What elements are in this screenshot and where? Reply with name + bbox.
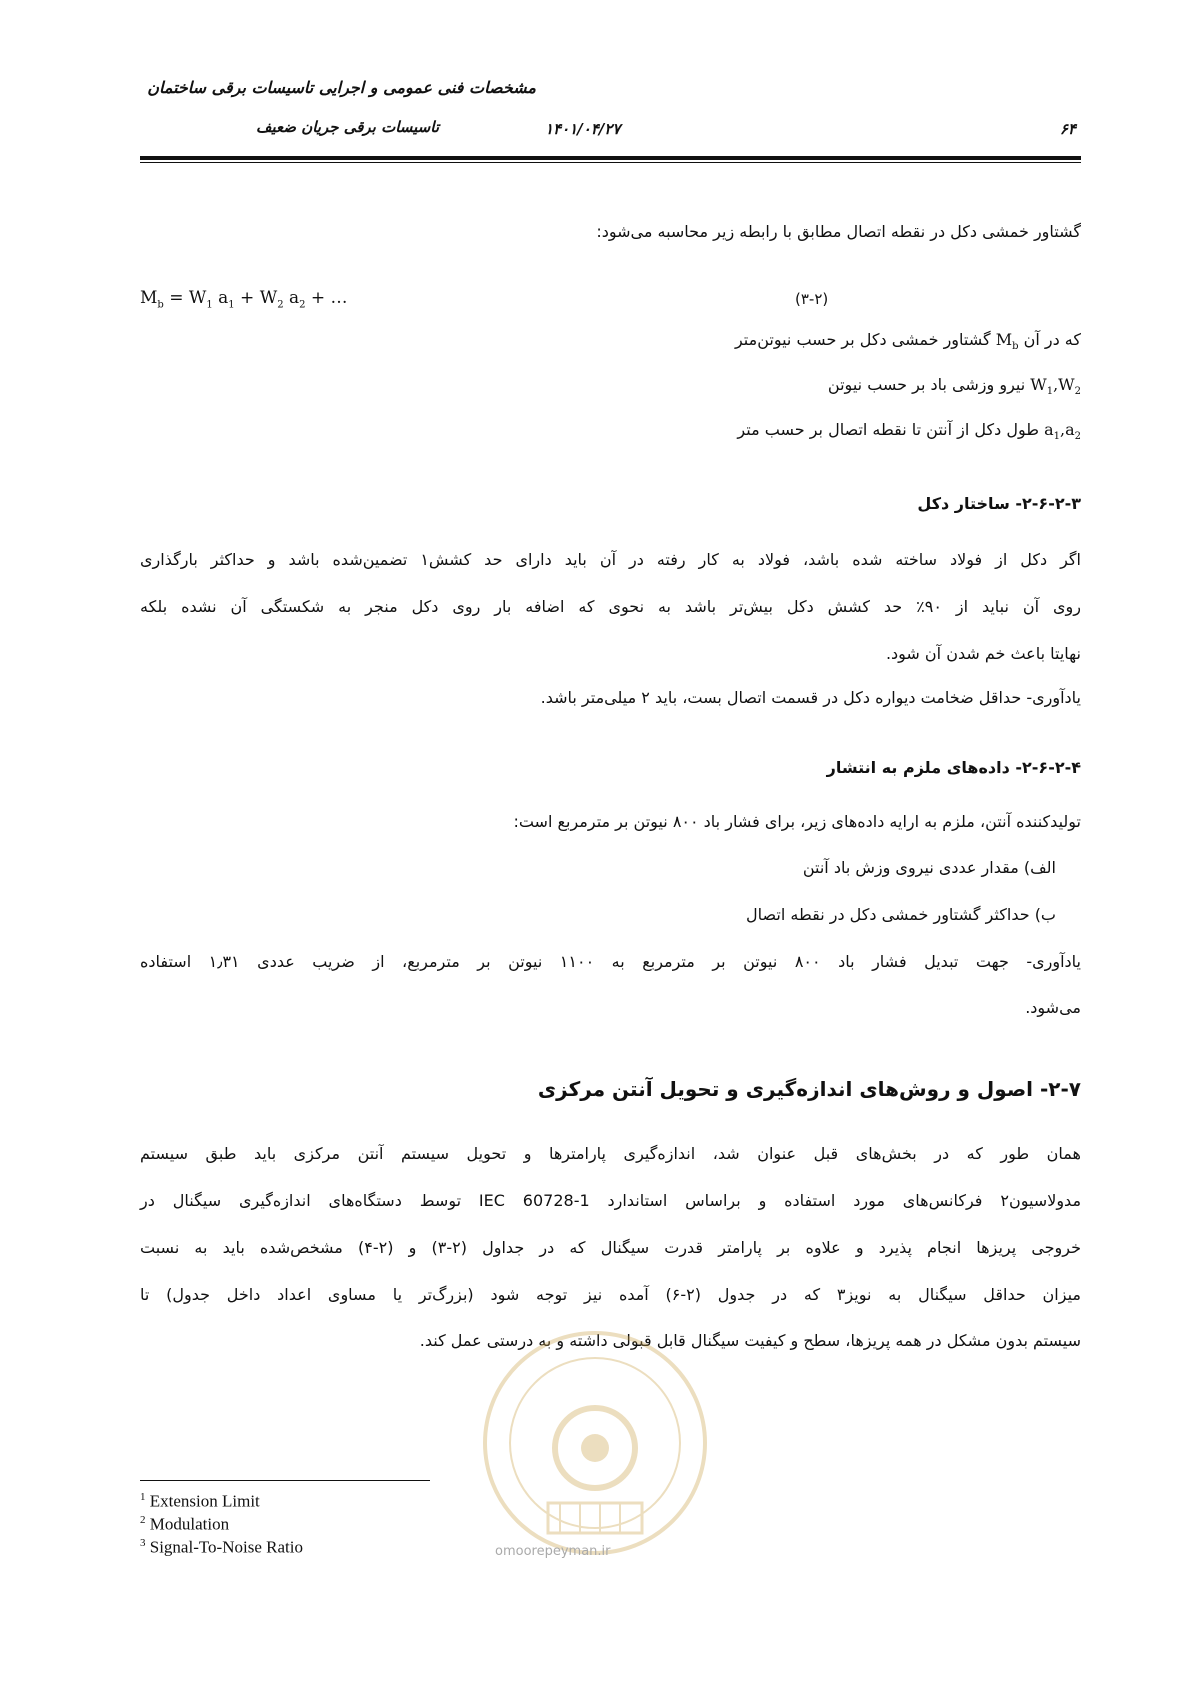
- header-rule-thick: [140, 156, 1081, 160]
- paragraph-line: سیستم بدون مشکل در همه پریزها، سطح و کیفیت سیگنال قابل قبولی داشته و به درستی عمل کند.: [419, 1331, 1081, 1350]
- list-item: الف) مقدار عددی نیروی وزش باد آنتن: [802, 858, 1056, 877]
- list-item: ب) حداکثر گشتاور خمشی دکل در نقطه اتصال: [746, 905, 1056, 924]
- section-heading-mast-structure: ۲-۶-۲-۳- ساختار دکل: [917, 494, 1081, 513]
- note: یادآوری- حداقل ضخامت دیواره دکل در قسمت اتصال بست، باید ۲ میلی‌متر باشد.: [540, 688, 1081, 707]
- footnote-text: Modulation: [149, 1514, 230, 1534]
- paragraph-line: نهایتا باعث خم شدن آن شود.: [885, 644, 1081, 663]
- paragraph-line: مدولاسیون۲ فرکانس‌های مورد استفاده و براساس استاندارد IEC 60728-1 توسط دستگاه‌های اندازه‌گیری سیگنال در: [140, 1191, 1082, 1210]
- formula-number: (۳-۲): [795, 290, 829, 308]
- header-date: ۱۴۰۱/۰۴/۲۷: [545, 120, 621, 138]
- definition-a: $a_1,a_2$ طول دکل از آنتن تا نقطه اتصال بر حسب متر: [737, 420, 1081, 443]
- section-heading-published-data: ۲-۶-۲-۴- داده‌های ملزم به انتشار: [826, 758, 1081, 777]
- header-subtitle: تاسیسات برقی جریان ضعیف: [255, 118, 439, 136]
- footnote-text: Extension Limit: [149, 1491, 260, 1511]
- paragraph-line: همان طور که در بخش‌های قبل عنوان شد، اندازه‌گیری پارامترها و تحویل سیستم آنتن مرکزی باید طبق سیستم: [140, 1144, 1081, 1163]
- intro-paragraph: گشتاور خمشی دکل در نقطه اتصال مطابق با رابطه زیر محاسبه می‌شود:: [596, 222, 1081, 241]
- paragraph-line: میزان حداقل سیگنال به نویز۳ که در جدول (۲-۶) آمده نیز توجه شود (بزرگ‌تر یا مساوی اعداد داخل جدول) تا: [140, 1285, 1081, 1304]
- seal-logo-icon: [470, 1318, 720, 1568]
- page-number: ۶۴: [1059, 120, 1076, 138]
- footnote: [140, 1537, 303, 1558]
- definition-mb: که در آن $M_b$ گشتاور خمشی دکل بر حسب نیوتن‌متر: [734, 330, 1081, 353]
- formula: $M_b = W_1$ $a_1 + W_2$ $a_2$ + …: [140, 288, 348, 311]
- definition-w: $W_1,W_2$ نیرو وزشی باد بر حسب نیوتن: [827, 375, 1081, 398]
- footnote-number: 2: [140, 1514, 146, 1526]
- footnote: [140, 1491, 260, 1512]
- footnote: [140, 1514, 229, 1535]
- paragraph-line: تولیدکننده آنتن، ملزم به ارایه داده‌های زیر، برای فشار باد ۸۰۰ نیوتن بر مترمربع است:: [513, 812, 1081, 831]
- note-line: می‌شود.: [1025, 998, 1081, 1017]
- footnote-rule: [140, 1480, 430, 1481]
- header-title: مشخصات فنی عمومی و اجرایی تاسیسات برقی ساختمان: [147, 78, 536, 97]
- footnote-number: 1: [140, 1491, 146, 1503]
- footnote-text: Signal-To-Noise Ratio: [149, 1537, 303, 1557]
- header-rule-thin: [140, 162, 1081, 163]
- paragraph-line: روی آن نباید از ۹۰٪ حد کشش دکل بیش‌تر باشد به نحوی که اضافه بار روی دکل منجر به شکستگی آن نشده بلکه: [140, 597, 1081, 616]
- footnote-number: 3: [140, 1537, 146, 1549]
- section-heading-measurement: ۲-۷- اصول و روش‌های اندازه‌گیری و تحویل آنتن مرکزی: [537, 1077, 1081, 1101]
- paragraph-line: اگر دکل از فولاد ساخته شده باشد، فولاد به کار رفته در آن باید دارای حد کشش۱ تضمین‌شده باشد و حداکثر بارگذاری: [140, 550, 1081, 569]
- watermark-url: omoorepeyman.ir: [495, 1544, 611, 1559]
- note-line: یادآوری- جهت تبدیل فشار باد ۸۰۰ نیوتن بر مترمربع به ۱۱۰۰ نیوتن بر مترمربع، از ضریب عددی ۱٫۳۱ استفاده: [140, 952, 1081, 971]
- paragraph-line: خروجی پریزها انجام پذیرد و علاوه بر پارامتر قدرت سیگنال که در جداول (۲-۳) و (۲-۴) مشخص‌شده باید به نسبت: [140, 1238, 1082, 1257]
